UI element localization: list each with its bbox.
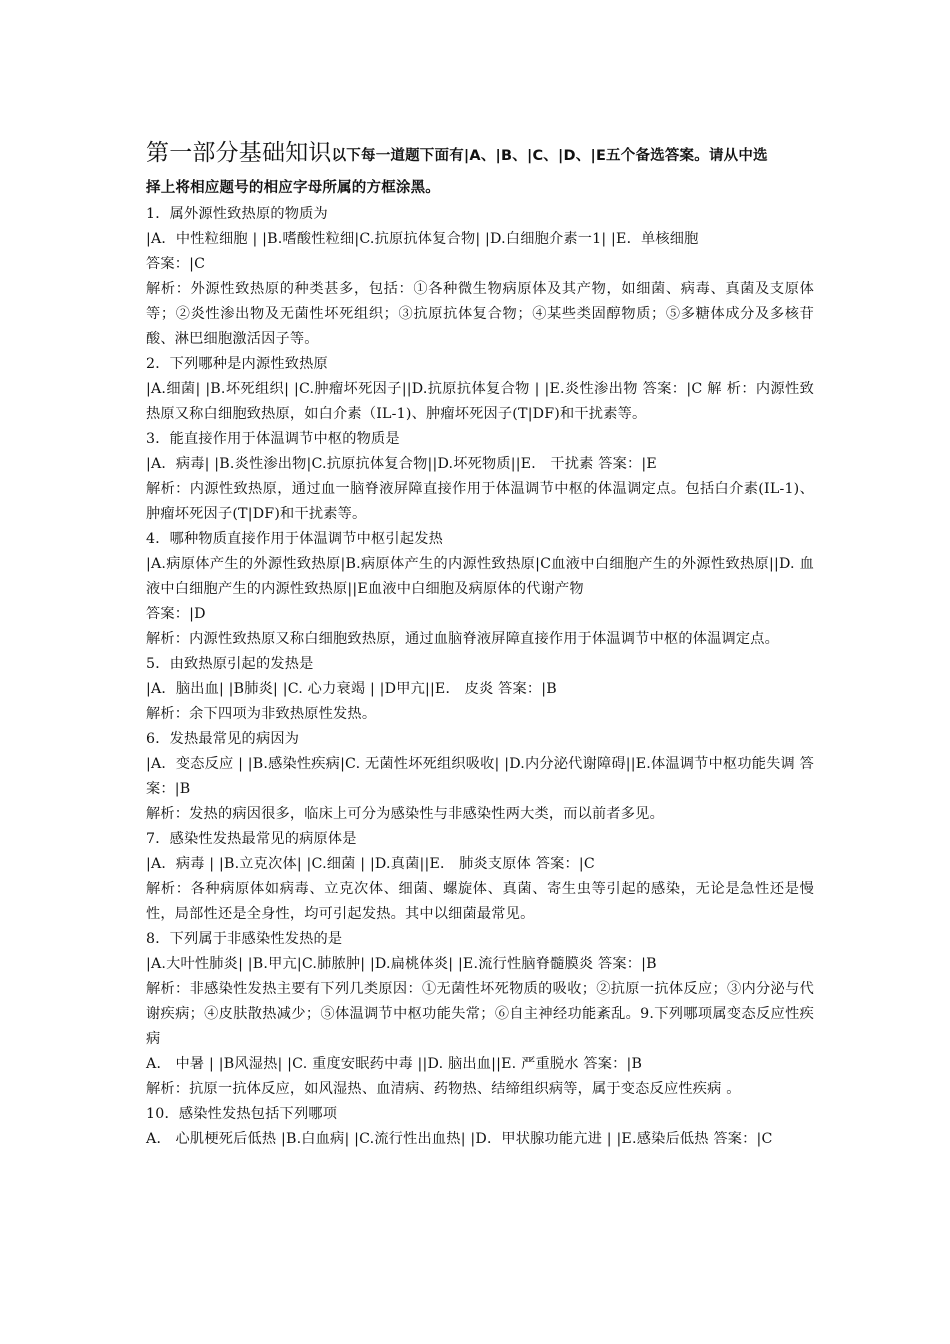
question-stem: 4．哪种物质直接作用于体温调节中枢引起发热	[146, 531, 443, 547]
question-stem: 5．由致热原引起的发热是	[146, 656, 314, 672]
question-options: |A.大叶性肺炎| |B.甲亢|C.肺脓肿| |D.扁桃体炎| |E.流行性脑脊髓膜炎 答案：|B	[146, 956, 657, 972]
question-stem: 7．感染性发热最常见的病原体是	[146, 831, 357, 847]
question-explanation: 解析：发热的病因很多，临床上可分为感染性与非感染性两大类，而以前者多见。	[146, 806, 664, 822]
question-6	[146, 727, 814, 827]
question-stem: 10．感染性发热包括下列哪项	[146, 1106, 338, 1122]
question-2	[146, 352, 814, 427]
question-options: |A.细菌| |B.坏死组织| |C.肿瘤坏死因子||D.抗原抗体复合物 | |E.炎性渗出物 答案：|C 解 析：内源性致热原又称白细胞致热原，如白介素（IL-1)、肿瘤坏死因子(T|DF)和干扰素等。	[146, 381, 814, 422]
question-explanation: 解析：外源性致热原的种类甚多，包括：①各种微生物病原体及其产物，如细菌、病毒、真菌及支原体等；②炎性渗出物及无菌性坏死组织；③抗原抗体复合物；④某些类固醇物质；⑤多糖体成分及多核苷酸、淋巴细胞激活因子等。	[146, 281, 814, 347]
question-options: |A．中性粒细胞 | |B.嗜酸性粒细|C.抗原抗体复合物| |D.白细胞介素一1| |E．单核细胞	[146, 231, 699, 247]
section-title: 第一部分基础知识	[146, 140, 332, 166]
question-4	[146, 527, 814, 652]
question-explanation: 解析：非感染性发热主要有下列几类原因：①无菌性坏死物质的吸收；②抗原一抗体反应；③内分泌与代谢疾病；④皮肤散热减少；⑤体温调节中枢功能失常；⑥自主神经功能紊乱。9.下列哪项属变态反应性疾病	[146, 981, 814, 1047]
question-stem: 1．属外源性致热原的物质为	[146, 206, 328, 222]
question-10	[146, 1102, 814, 1152]
question-3	[146, 427, 814, 527]
question-answer: 答案：|D	[146, 606, 206, 622]
question-options: |A．变态反应 | |B.感染性疾病|C. 无菌性坏死组织吸收| |D.内分泌代谢障碍||E.体温调节中枢功能失调 答案：|B	[146, 756, 814, 797]
question-5	[146, 652, 814, 727]
instruction-text-continued: 择上将相应题号的相应字母所属的方框涂黑。	[146, 180, 440, 196]
question-explanation: 解析：各种病原体如病毒、立克次体、细菌、螺旋体、真菌、寄生虫等引起的感染，无论是急性还是慢性，局部性还是全身性，均可引起发热。其中以细菌最常见。	[146, 881, 814, 922]
instruction-text: 以下每一道题下面有|A、|B、|C、|D、|E五个备选答案。请从中选	[331, 148, 768, 164]
question-7	[146, 827, 814, 927]
question-stem: 2．下列哪种是内源性致热原	[146, 356, 328, 372]
question-explanation: 解析：内源性致热原，通过血一脑脊液屏障直接作用于体温调节中枢的体温调定点。包括白介素(IL-1)、肿瘤坏死因子(T|DF)和干扰素等。	[146, 481, 814, 522]
question-explanation: 解析：内源性致热原又称白细胞致热原，通过血脑脊液屏障直接作用于体温调节中枢的体温调定点。	[146, 631, 780, 647]
document-content	[146, 136, 814, 1152]
question-options: |A．脑出血| |B肺炎| |C. 心力衰竭 | |D甲亢||E． 皮炎 答案：|B	[146, 681, 557, 697]
question-1	[146, 202, 814, 352]
question-8	[146, 927, 814, 1052]
question-options: A． 心肌梗死后低热 |B.白血病| |C.流行性出血热| |D．甲状腺功能亢进 | |E.感染后低热 答案：|C	[146, 1131, 773, 1147]
question-options: A． 中暑 | |B风湿热| |C. 重度安眠药中毒 ||D. 脑出血||E. 严重脱水 答案：|B	[146, 1056, 643, 1072]
question-answer: 答案：|C	[146, 256, 206, 272]
question-options: |A．病毒| |B.炎性渗出物|C.抗原抗体复合物||D.坏死物质||E． 干扰素 答案：|E	[146, 456, 657, 472]
section-heading	[146, 136, 814, 173]
question-stem: 8．下列属于非感染性发热的是	[146, 931, 343, 947]
question-options: |A．病毒 | |B.立克次体| |C.细菌 | |D.真菌||E． 肺炎支原体 答案：|C	[146, 856, 595, 872]
question-9	[146, 1052, 814, 1102]
question-stem: 6．发热最常见的病因为	[146, 731, 300, 747]
question-explanation: 解析：抗原一抗体反应，如风湿热、血清病、药物热、结缔组织病等，属于变态反应性疾病 。	[146, 1081, 741, 1097]
question-explanation: 解析：余下四项为非致热原性发热。	[146, 706, 377, 722]
question-stem: 3．能直接作用于体温调节中枢的物质是	[146, 431, 400, 447]
question-options: |A.病原体产生的外源性致热原|B.病原体产生的内源性致热原|C血液中白细胞产生的外源性致热原||D. 血液中白细胞产生的内源性致热原||E血液中白细胞及病原体的代谢产物	[146, 556, 814, 597]
